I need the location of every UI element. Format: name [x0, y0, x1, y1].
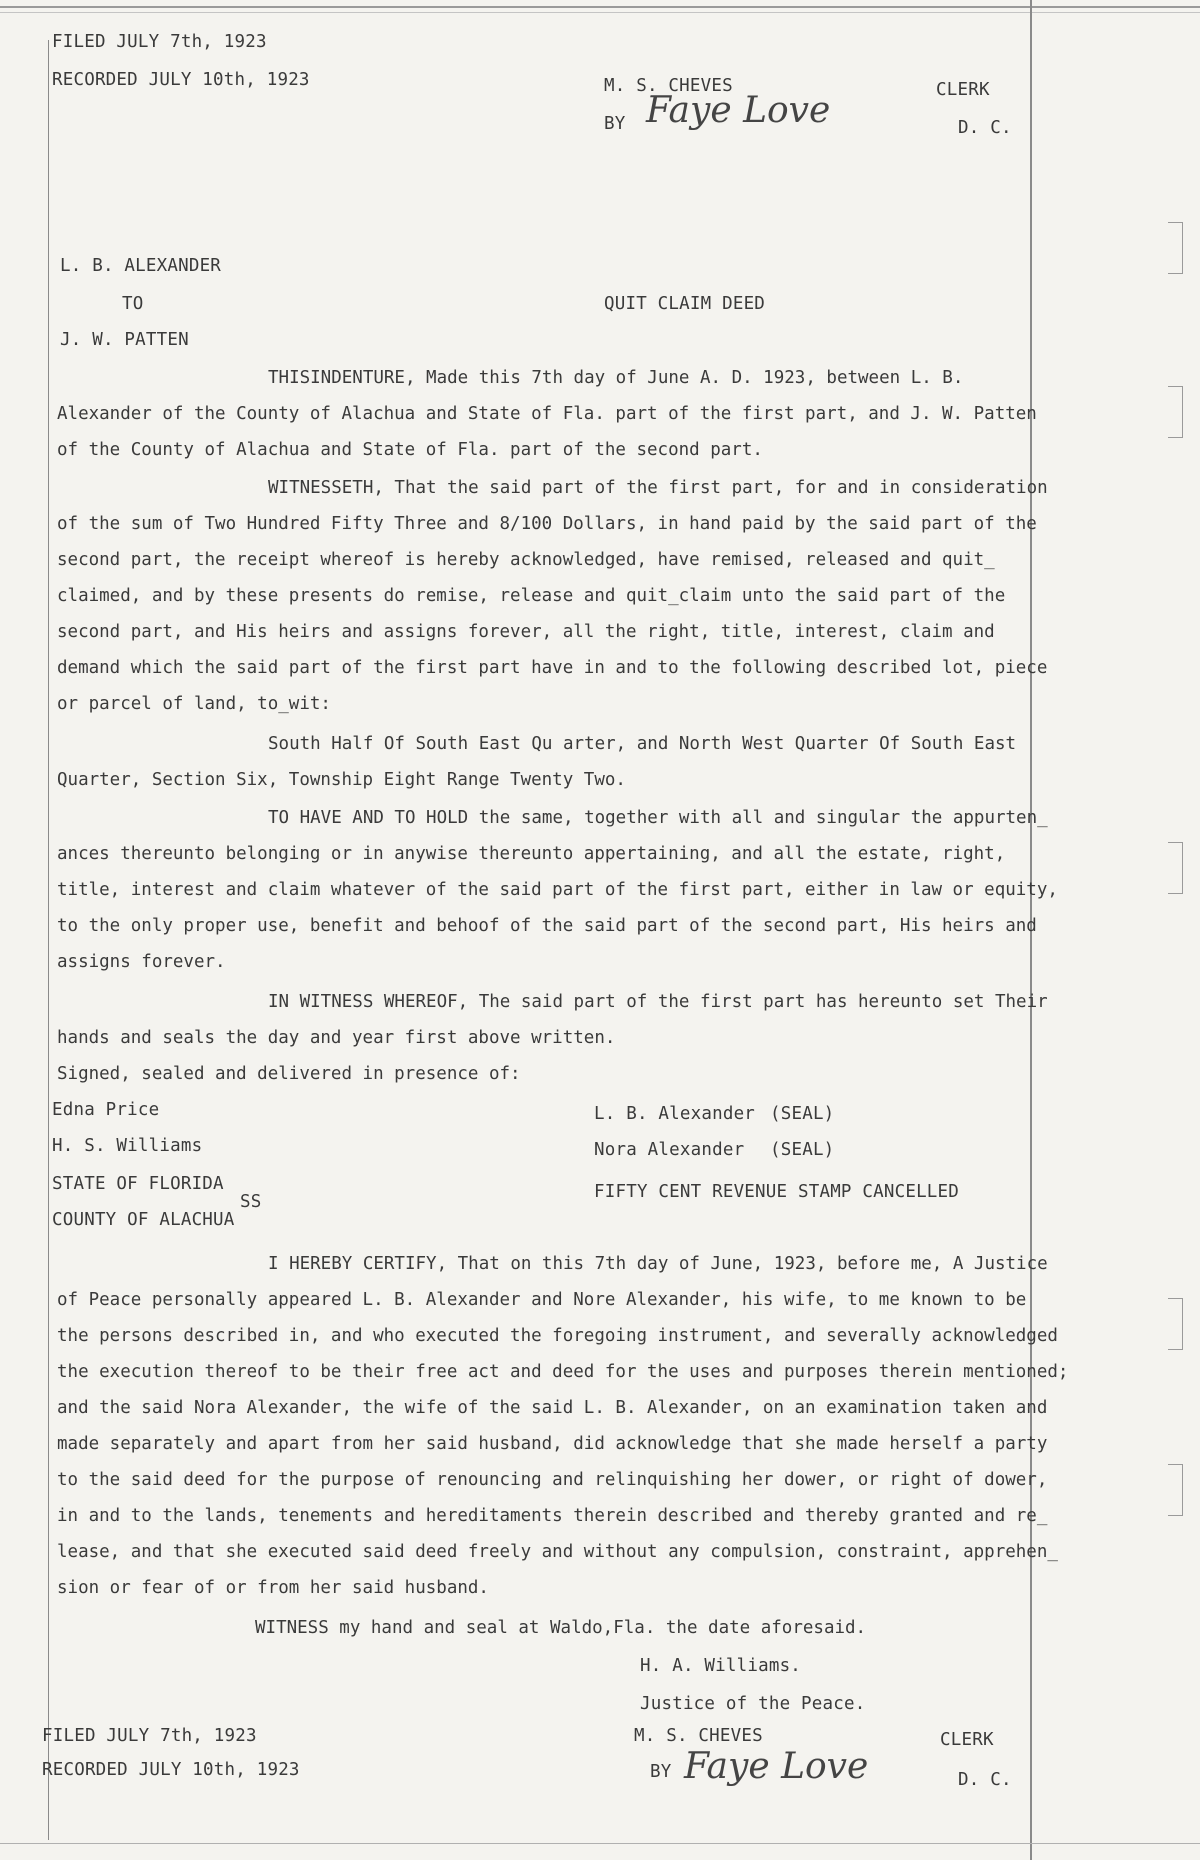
footer-deputy-signature: Faye Love	[684, 1746, 869, 1787]
land-description-line: Quarter, Section Six, Township Eight Range Twenty Two.	[57, 770, 626, 790]
deed-body-line: demand which the said part of the first part have in and to the following described lot, piece	[57, 658, 1048, 678]
deed-body-line: assigns forever.	[57, 952, 226, 972]
certificate-line: lease, and that she executed said deed freely and without any compulsion, constraint, apprehen_	[57, 1542, 1058, 1562]
revenue-stamp-note: FIFTY CENT REVENUE STAMP CANCELLED	[594, 1182, 960, 1202]
certificate-line: WITNESS my hand and seal at Waldo,Fla. the date aforesaid.	[255, 1618, 867, 1638]
deed-body-line: IN WITNESS WHEREOF, The said part of the first part has hereunto set Their	[268, 992, 1048, 1012]
witness-name: H. S. Williams	[52, 1136, 203, 1156]
deed-body-line: title, interest and claim whatever of the said part of the first part, either in law or equity,	[57, 880, 1058, 900]
footer-clerk-name: M. S. CHEVES	[634, 1726, 763, 1746]
binding-mark	[1168, 386, 1183, 438]
header-filed-date: FILED JULY 7th, 1923	[52, 32, 267, 52]
certificate-line: to the said deed for the purpose of renouncing and relinquishing her dower, or right of dower,	[57, 1470, 1048, 1490]
certificate-line: I HEREBY CERTIFY, That on this 7th day of June, 1923, before me, A Justice	[268, 1254, 1048, 1274]
left-margin-rule	[48, 40, 49, 1840]
deed-body-line: WITNESSETH, That the said part of the first part, for and in consideration	[268, 478, 1048, 498]
deed-body-line: second part, the receipt whereof is hereby acknowledged, have remised, released and quit_	[57, 550, 995, 570]
certificate-line: sion or fear of or from her said husband.	[57, 1578, 489, 1598]
page-bottom-edge	[0, 1843, 1200, 1844]
header-recorded-date: RECORDED JULY 10th, 1923	[52, 70, 310, 90]
footer-deputy-title: D. C.	[958, 1770, 1012, 1790]
deed-type-title: QUIT CLAIM DEED	[604, 294, 766, 314]
venue-county: COUNTY OF ALACHUA	[52, 1210, 235, 1230]
venue-state: STATE OF FLORIDA	[52, 1174, 224, 1194]
to-label: TO	[122, 294, 144, 314]
certificate-line: of Peace personally appeared L. B. Alexander and Nore Alexander, his wife, to me known to be	[57, 1290, 1027, 1310]
grantor-name: L. B. ALEXANDER	[60, 256, 222, 276]
binding-mark	[1168, 1464, 1183, 1516]
justice-title: Justice of the Peace.	[640, 1694, 866, 1714]
land-description-line: South Half Of South East Qu arter, and North West Quarter Of South East	[268, 734, 1017, 754]
deed-body-line: or parcel of land, to_wit:	[57, 694, 331, 714]
footer-recorded-date: RECORDED JULY 10th, 1923	[42, 1760, 300, 1780]
certificate-line: the execution thereof to be their free act and deed for the uses and purposes therein mentioned;	[57, 1362, 1069, 1382]
deed-body-line: Alexander of the County of Alachua and State of Fla. part of the first part, and J. W. Patten	[57, 404, 1037, 424]
deed-body-line: second part, and His heirs and assigns forever, all the right, title, interest, claim and	[57, 622, 995, 642]
footer-clerk-title: CLERK	[940, 1730, 994, 1750]
signer-name: Nora Alexander	[594, 1140, 745, 1160]
footer-filed-date: FILED JULY 7th, 1923	[42, 1726, 257, 1746]
deed-body-line: of the County of Alachua and State of Fla. part of the second part.	[57, 440, 763, 460]
justice-name: H. A. Williams.	[640, 1656, 802, 1676]
deed-body-line: THISINDENTURE, Made this 7th day of June A. D. 1923, between L. B.	[268, 368, 964, 388]
header-by-label: BY	[604, 114, 626, 134]
certificate-line: made separately and apart from her said husband, did acknowledge that she made herself a party	[57, 1434, 1048, 1454]
header-clerk-name: M. S. CHEVES	[604, 76, 733, 96]
witness-name: Edna Price	[52, 1100, 160, 1120]
deed-body-line: claimed, and by these presents do remise, release and quit_claim unto the said part of the	[57, 586, 1006, 606]
certificate-line: the persons described in, and who executed the foregoing instrument, and severally acknowledged	[57, 1326, 1058, 1346]
seal-label: (SEAL)	[770, 1104, 835, 1124]
binding-mark	[1168, 842, 1183, 894]
page-top-edge-inner	[0, 12, 1200, 13]
deed-body-line: ances thereunto belonging or in anywise thereunto appertaining, and all the estate, right,	[57, 844, 1006, 864]
header-deputy-signature: Faye Love	[646, 90, 831, 131]
deed-body-line: of the sum of Two Hundred Fifty Three and 8/100 Dollars, in hand paid by the said part of the	[57, 514, 1037, 534]
footer-by-label: BY	[650, 1762, 672, 1782]
deed-body-line: Signed, sealed and delivered in presence of:	[57, 1064, 521, 1084]
page-top-edge	[0, 6, 1200, 8]
binding-mark	[1168, 222, 1183, 274]
header-deputy-title: D. C.	[958, 118, 1012, 138]
binding-mark	[1168, 1298, 1183, 1350]
signer-name: L. B. Alexander	[594, 1104, 756, 1124]
venue-ss: SS	[240, 1192, 262, 1212]
certificate-line: and the said Nora Alexander, the wife of the said L. B. Alexander, on an examination taken and	[57, 1398, 1048, 1418]
certificate-line: in and to the lands, tenements and hereditaments therein described and thereby granted and re_	[57, 1506, 1048, 1526]
deed-body-line: hands and seals the day and year first above written.	[57, 1028, 616, 1048]
grantee-name: J. W. PATTEN	[60, 330, 189, 350]
header-clerk-title: CLERK	[936, 80, 990, 100]
deed-body-line: TO HAVE AND TO HOLD the same, together with all and singular the appurten_	[268, 808, 1048, 828]
deed-body-line: to the only proper use, benefit and behoof of the said part of the second part, His heirs and	[57, 916, 1037, 936]
seal-label: (SEAL)	[770, 1140, 835, 1160]
